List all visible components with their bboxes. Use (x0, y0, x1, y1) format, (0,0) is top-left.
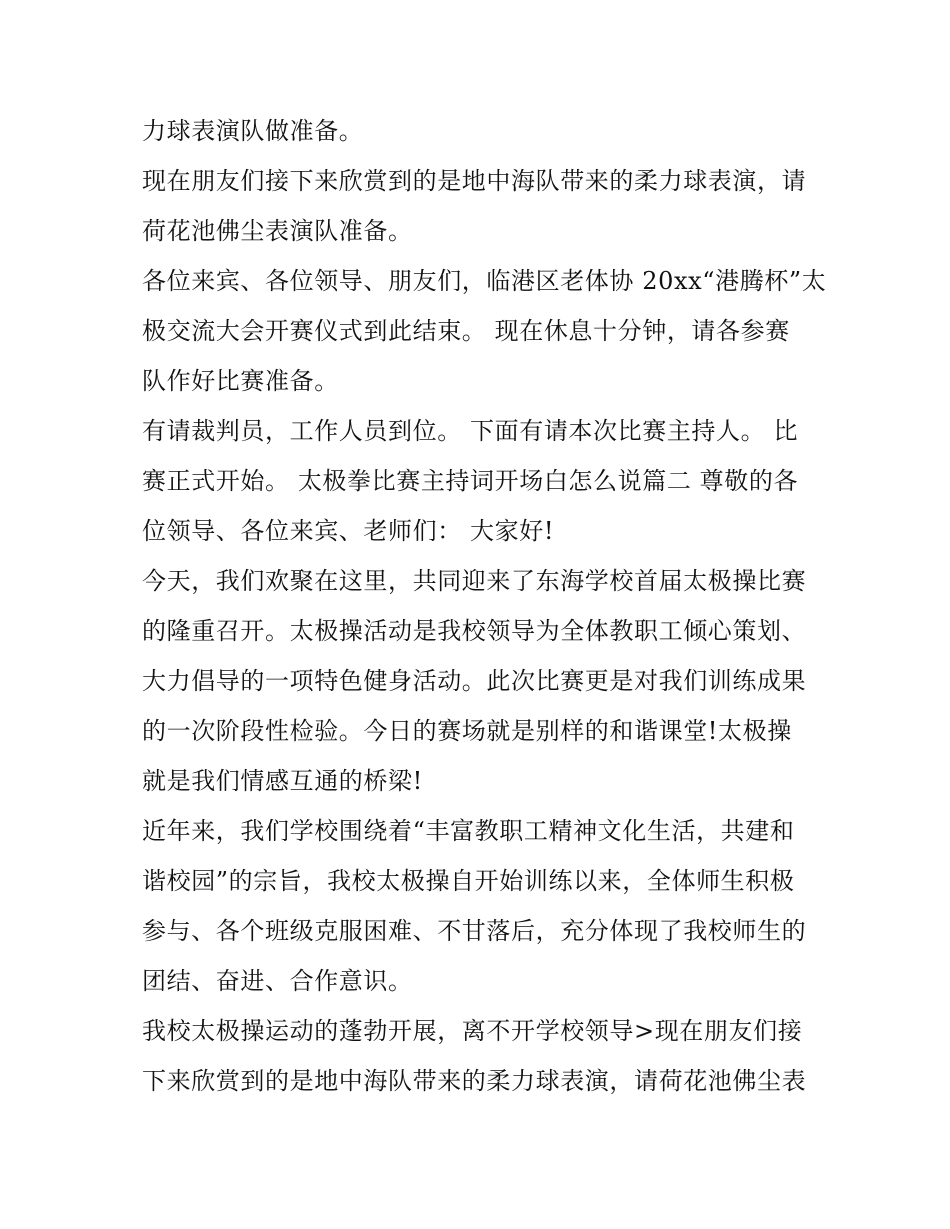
text-line: 我校太极操运动的蓬勃开展，离不开学校领导>现在朋友们接 (142, 1017, 803, 1045)
text-line: 大力倡导的一项特色健身活动。此次比赛更是对我们训练成果 (142, 667, 807, 695)
text-line: 赛正式开始。 太极拳比赛主持词开场白怎么说篇二 尊敬的各 (142, 467, 799, 495)
text-line: 的一次阶段性检验。今日的赛场就是别样的和谐课堂!太极操 (142, 717, 792, 745)
text-line: 荷花池佛尘表演队准备。 (142, 217, 413, 245)
text-line: 队作好比赛准备。 (142, 367, 339, 395)
text-line: 今天，我们欢聚在这里，共同迎来了东海学校首届太极操比赛 (142, 567, 807, 595)
text-line: 力球表演队做准备。 (142, 117, 364, 145)
text-line: 团结、奋进、合作意识。 (142, 967, 413, 995)
text-line: 极交流大会开赛仪式到此结束。 现在休息十分钟，请各参赛 (142, 317, 790, 345)
document-body (142, 106, 827, 1106)
text-line: 各位来宾、各位领导、朋友们，临港区老体协 20xx“港腾杯”太 (142, 267, 827, 295)
text-line: 下来欣赏到的是地中海队带来的柔力球表演，请荷花池佛尘表 (142, 1067, 807, 1095)
text-line: 现在朋友们接下来欣赏到的是地中海队带来的柔力球表演，请 (142, 167, 807, 195)
text-line: 近年来，我们学校围绕着“丰富教职工精神文化生活，共建和 (142, 817, 795, 845)
text-line: 位领导、各位来宾、老师们： 大家好! (142, 517, 555, 545)
text-line: 就是我们情感互通的桥梁! (142, 767, 423, 795)
text-line: 谐校园”的宗旨，我校太极操自开始训练以来，全体师生积极 (142, 867, 795, 895)
text-line: 有请裁判员，工作人员到位。 下面有请本次比赛主持人。 比 (142, 417, 799, 445)
text-line: 的隆重召开。太极操活动是我校领导为全体教职工倾心策划、 (142, 617, 807, 645)
text-line: 参与、各个班级克服困难、不甘落后，充分体现了我校师生的 (142, 917, 807, 945)
